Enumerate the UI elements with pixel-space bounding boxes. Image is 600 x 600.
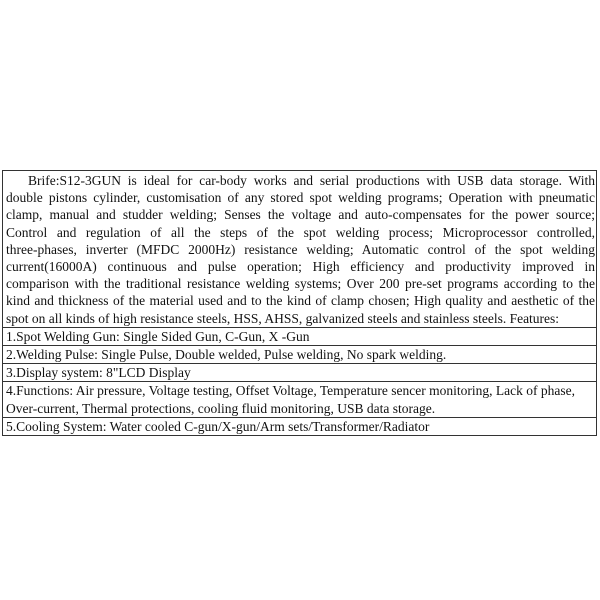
description-line: comparison with the traditional resistance welding systems; Over 200 pre-set programs according to the: [6, 276, 595, 292]
feature-line: Over-current, Thermal protections, cooling fluid monitoring, USB data storage.: [6, 400, 436, 416]
feature-line: 1.Spot Welding Gun: Single Sided Gun, C-Gun, X -Gun: [6, 328, 310, 344]
feature-welding-pulse: [3, 345, 596, 363]
feature-line: 5.Cooling System: Water cooled C-gun/X-gun/Arm sets/Transformer/Radiator: [6, 418, 430, 434]
feature-line: 2.Welding Pulse: Single Pulse, Double welded, Pulse welding, No spark welding.: [6, 347, 447, 363]
spec-table: [2, 170, 597, 436]
description-line: Brife:S12-3GUN is ideal for car-body works and serial productions with USB data storage. With: [28, 173, 595, 188]
description-line: double pistons cylinder, customisation of any stored spot welding programs; Operation with pneumatic: [6, 190, 595, 206]
feature-display-system: [3, 363, 596, 381]
product-description: [3, 171, 596, 327]
description-line: three-phases, inverter (MFDC 2000Hz) resistance welding; Automatic control of the spot welding: [6, 241, 595, 257]
description-line: Control and regulation of all the steps of the spot welding process; Microprocessor controlled,: [6, 224, 595, 240]
feature-line: 3.Display system: 8"LCD Display: [6, 365, 191, 381]
feature-cooling-system: [3, 417, 596, 435]
description-line: clamp, manual and studder welding; Senses the voltage and auto-compensates for the power source;: [6, 207, 595, 223]
description-line: current(16000A) continuous and pulse operation; High efficiency and productivity improved in: [6, 259, 595, 275]
feature-line: 4.Functions: Air pressure, Voltage testing, Offset Voltage, Temperature sencer monitoring, Lack of phase,: [6, 383, 575, 399]
feature-functions: [3, 381, 596, 416]
description-line: kind and thickness of the material used and to the kind of clamp chosen; High quality and aesthetic of the: [6, 293, 595, 309]
description-line: spot on all kinds of high resistance steels, HSS, AHSS, galvanized steels and stainless steels. Features:: [6, 310, 560, 326]
feature-spot-welding-gun: [3, 327, 596, 345]
